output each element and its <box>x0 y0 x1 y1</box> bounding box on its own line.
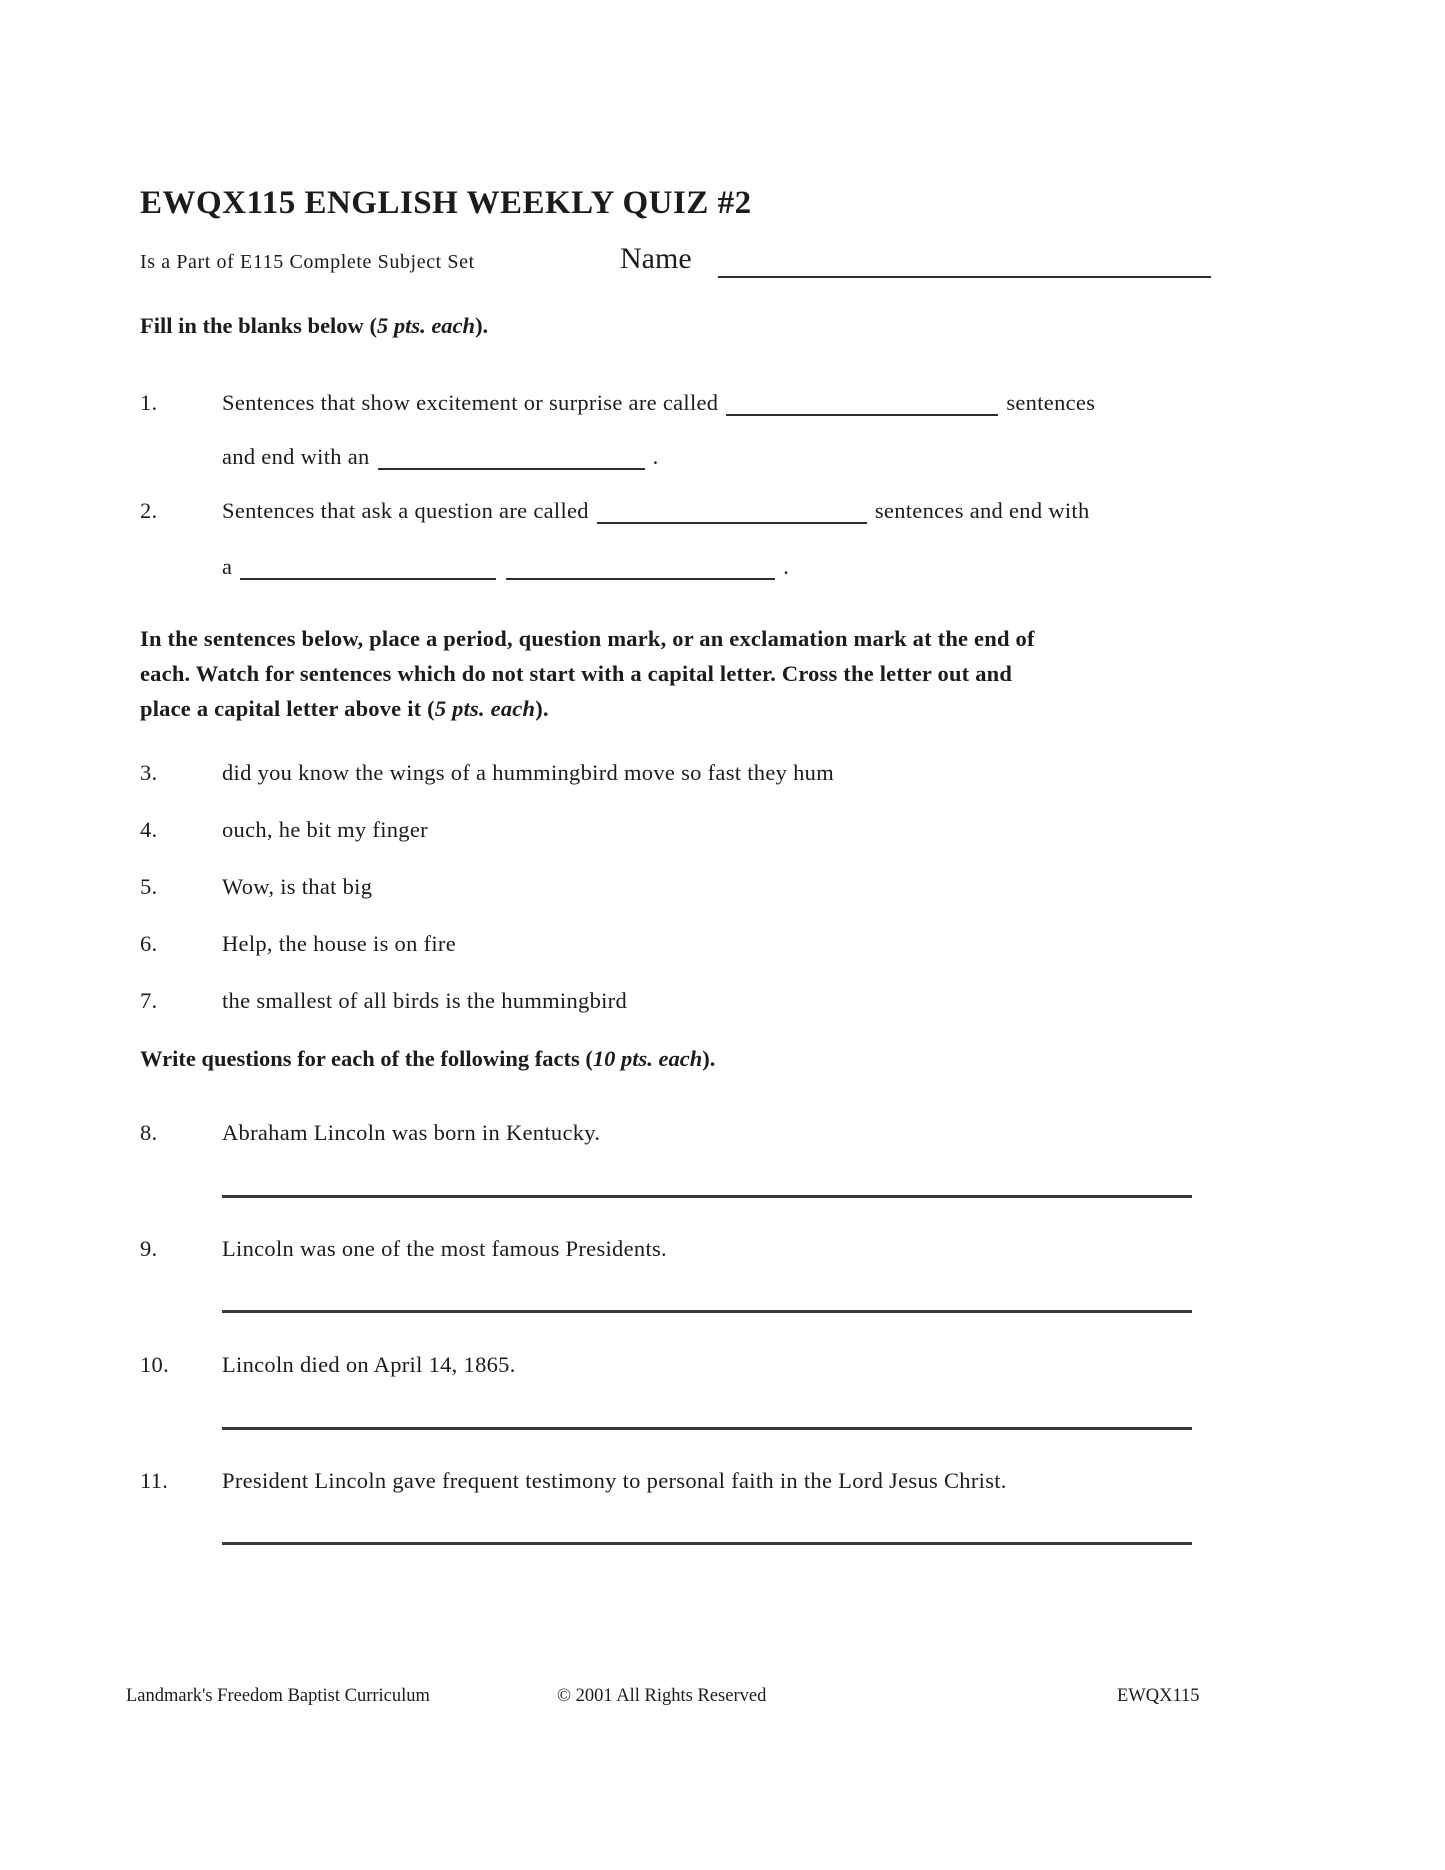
question-2-line-2 <box>222 554 789 580</box>
question-6 <box>140 931 456 957</box>
question-number: 5. <box>140 874 158 899</box>
question-text: Lincoln died on April 14, 1865. <box>222 1352 516 1377</box>
period: . <box>783 554 790 579</box>
fill-in-blank-line <box>378 444 645 470</box>
question-number: 3. <box>140 760 158 785</box>
question-2-line-1 <box>140 498 1090 524</box>
question-10 <box>140 1352 516 1378</box>
points-note: 5 pts. each <box>376 313 476 338</box>
heading-text: Fill in the blanks below <box>140 313 370 338</box>
question-text: Sentences that show excitement or surprise are called <box>222 390 719 415</box>
question-number: 8. <box>140 1120 158 1145</box>
answer-line <box>222 1310 1192 1313</box>
question-number: 7. <box>140 988 158 1013</box>
question-number: 10. <box>140 1352 170 1377</box>
footer-publisher: Landmark's Freedom Baptist Curriculum <box>126 1686 430 1706</box>
paren-open: ( <box>427 696 435 721</box>
question-1-line-1 <box>140 390 1095 416</box>
question-text: did you know the wings of a hummingbird move so fast they hum <box>222 760 834 785</box>
answer-line <box>222 1542 1192 1545</box>
name-label: Name <box>620 242 692 275</box>
question-number: 4. <box>140 817 158 842</box>
fill-in-blank-line <box>726 390 998 416</box>
question-11 <box>140 1468 1007 1494</box>
paren-close: ). <box>702 1046 716 1071</box>
question-7 <box>140 988 627 1014</box>
points-note: 5 pts. each <box>434 696 536 721</box>
name-blank-line <box>718 276 1211 278</box>
question-text: ouch, he bit my finger <box>222 817 428 842</box>
question-text: Abraham Lincoln was born in Kentucky. <box>222 1120 601 1145</box>
question-text: the smallest of all birds is the hummingbird <box>222 988 628 1013</box>
paren-close: ). <box>535 696 549 721</box>
section-heading-fill-blanks <box>140 313 488 339</box>
question-number: 9. <box>140 1236 158 1261</box>
question-number: 6. <box>140 931 158 956</box>
question-text: Wow, is that big <box>222 874 373 899</box>
question-1-line-2 <box>222 444 659 470</box>
question-text: a <box>222 554 233 579</box>
question-number: 2. <box>140 498 158 523</box>
question-text: Help, the house is on fire <box>222 931 456 956</box>
period: . <box>652 444 659 469</box>
paren-close: ). <box>475 313 489 338</box>
question-text-after-blank: sentences <box>1006 390 1096 415</box>
footer-code: EWQX115 <box>1117 1686 1200 1706</box>
question-text: Sentences that ask a question are called <box>222 498 589 523</box>
question-9 <box>140 1236 667 1262</box>
fill-in-blank-line <box>240 554 496 580</box>
instruction-line-1: In the sentences below, place a period, question mark, or an exclamation mark at the end of <box>140 626 1035 651</box>
page-title: EWQX115 ENGLISH WEEKLY QUIZ #2 <box>140 185 752 221</box>
paren-open: ( <box>369 313 377 338</box>
instruction-text: place a capital letter above it <box>140 696 428 721</box>
fill-in-blank-line <box>597 498 867 524</box>
answer-line <box>222 1195 1192 1198</box>
paren-open: ( <box>585 1046 593 1071</box>
instruction-line-2: each. Watch for sentences which do not start with a capital letter. Cross the letter out and <box>140 661 1013 686</box>
question-text-after-blank: sentences and end with <box>874 498 1090 523</box>
fill-in-blank-line <box>506 554 775 580</box>
answer-line <box>222 1427 1192 1430</box>
section-heading-write-questions <box>140 1046 715 1072</box>
footer-copyright: © 2001 All Rights Reserved <box>557 1686 767 1706</box>
section-heading-punctuation <box>140 621 1230 726</box>
question-number: 1. <box>140 390 158 415</box>
question-text: President Lincoln gave frequent testimony to personal faith in the Lord Jesus Christ. <box>222 1468 1007 1493</box>
points-note: 10 pts. each <box>592 1046 703 1071</box>
question-text: Lincoln was one of the most famous Presidents. <box>222 1236 667 1261</box>
question-number: 11. <box>140 1468 169 1493</box>
question-8 <box>140 1120 600 1146</box>
question-5 <box>140 874 372 900</box>
question-3 <box>140 760 834 786</box>
question-text: and end with an <box>222 444 370 469</box>
instruction-line-3 <box>140 691 1230 726</box>
subtitle: Is a Part of E115 Complete Subject Set <box>140 251 475 273</box>
heading-text: Write questions for each of the following facts <box>140 1046 586 1071</box>
question-4 <box>140 817 428 843</box>
